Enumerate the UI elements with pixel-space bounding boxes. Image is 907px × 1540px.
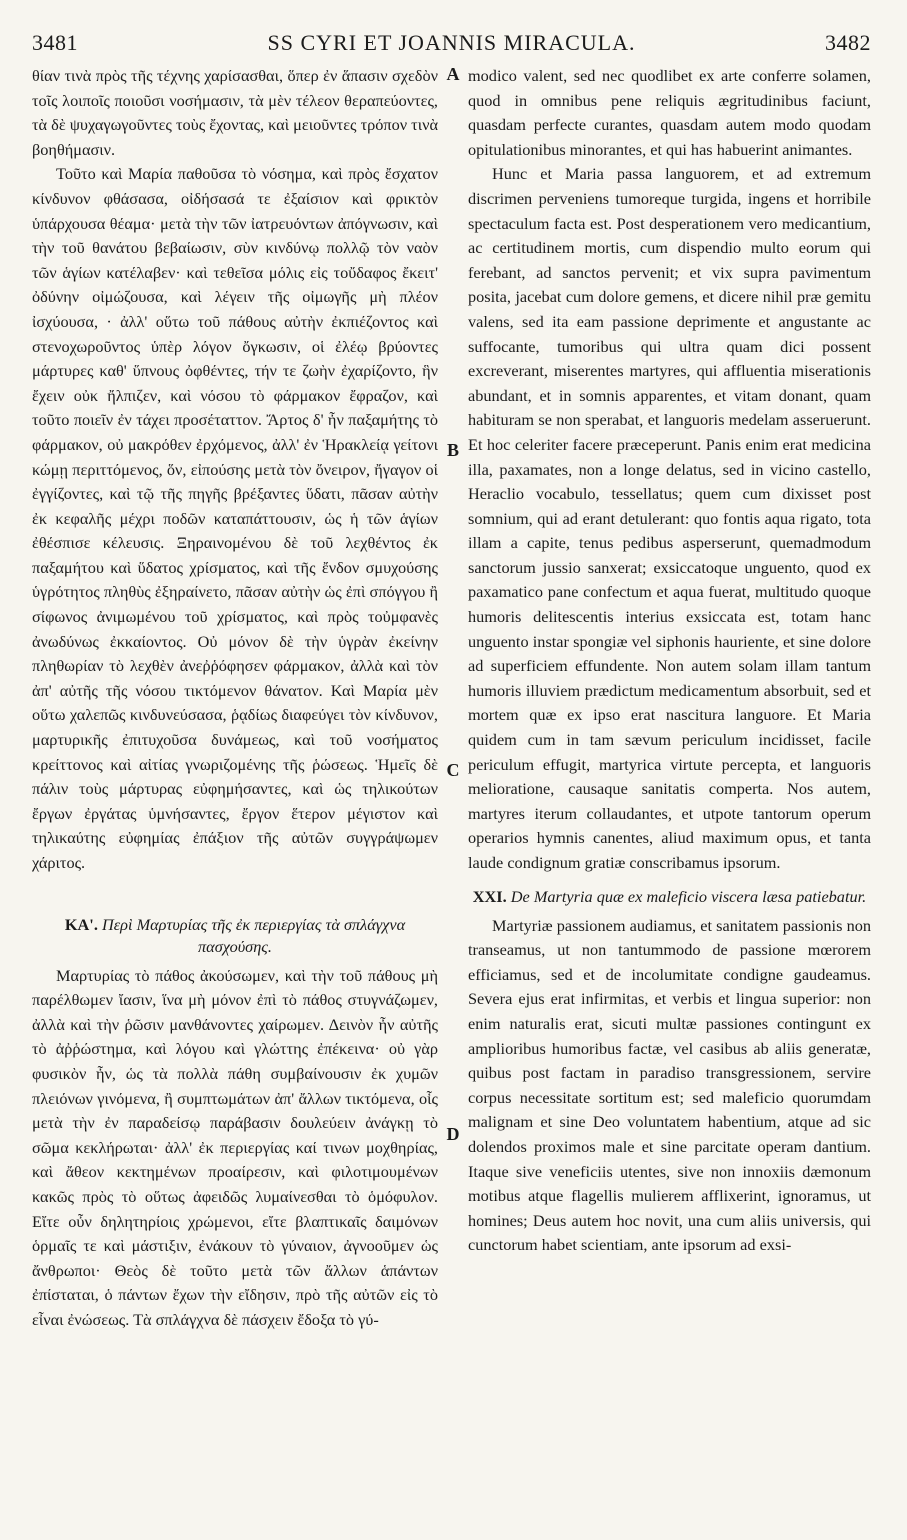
greek-paragraph-1: θίαν τινὰ πρὸς τῆς τέχνης χαρίσασθαι, ὅπερ ἐν ἅπασιν σχεδὸν τοῖς λοιποῖς ποιοῦσι νοσήμασιν, τὰ μὲν τέλεον θεραπεύοντες, τὰ δὲ ψυχαγωγοῦντες τοὺς ἔχοντας, καὶ μειοῦντες τρόπον τινὰ βοηθήμασιν.: [32, 66, 438, 159]
running-title: SS CYRI ET JOANNIS MIRACULA.: [267, 30, 636, 55]
greek-section-heading: [32, 914, 438, 958]
margin-marker-a: A: [446, 64, 460, 84]
latin-paragraph-2: Hunc et Maria passa languorem, et ad extremum discrimen perveniens tumoreque turgida, ingens et horribile spectaculum facta est. Post desperationem vero medicantium, ac certitudinem mortis, cum dispendio multo eorum qui ferebant, ad sanctos pervenit; et vix supra pavimentum posita, jacebat cum dolore gemens, et dicere nihil præ gemitu valens, sed ita eam passione deprimente et angustante ac suffocante, tumoribus qui ultra quam dici possent excreverant, miserentes martyres, qui affluentia miserationis abundant, et in somnis apparentes, et vitam donant, quam habituram se non sperabat, et languoris medelam asseruerunt. Et hoc celeriter facere præceperunt. Panis enim erat medicina illa, paxamates, non a longe delatus, sed in vicino castello, Heraclio vocabulo, tessellatus; quem cum dixisset post somnium, qui ad erant detulerant: quo fontis aqua rigato, tota illam a capite, tenus pedibus asperserunt, quemadmodum sanctorum jussio sanxerat; exsiccatoque unguento, quod ex paxamatico pane confectum et aqua fuerat, multitudo quoque humoris delitescentis interius exsiccata est, totam hanc unguento instar spongiæ vel siphonis hauriente, et sine dolore ad superficiem effundente. Non autem solam illam tantum humoris illuviem prædictum medicamentum absorbuit, sed et mortem quæ ex ipso erat nascitura languore. Et Maria quidem cum in tam sævum periculum incidisset, facile periculum effugit, martyrica virtute percepta, et languoris melioratione, causaque sanitatis comperta. Nos autem, martyres iterum collaudantes, et utpote tantorum operum operarios hymnis canentes, aliud maximum opus, et tanta laude condignum gratiæ conscribamus ipsorum.: [468, 164, 871, 872]
page-number-left: 3481: [32, 30, 78, 55]
latin-paragraph-1: modico valent, sed nec quodlibet ex arte conferre solamen, quod in omnibus pene reliquis ægritudinibus faciunt, quasdam perfecte curantes, quasdam autem modo quodam opitulationibus minorantes, et qui has habuerint animantes.: [468, 66, 871, 159]
greek-section-title: Περὶ Μαρτυρίας τῆς ἐκ περιεργίας τὰ σπλάγχνα πασχούσης.: [101, 914, 406, 956]
latin-section-number: XXI.: [472, 886, 507, 906]
margin-marker-b: B: [446, 440, 459, 460]
latin-paragraph-3: Martyriæ passionem audiamus, et sanitatem passionis non transeamus, ut non tantummodo de passione mœrorem efficiamus, sed et de incolumitate condigne gaudeamus. Severa ejus erat infirmitas, et verbis et lingua superior: non enim naturalis erat, sicuti multæ passiones contingunt ex amplioribus humoribus factæ, vel casibus ab aliis generatæ, quibus post factam in paradiso transgressionem, servire corpus necessitate sortitum est; sed maleficio quorumdam malignam et sine Deo voluntatem habentium, atque ad sic dolendos proximos male et sine parcitate operam dantium. Itaque sive veneficiis utentes, sive non innoxiis dæmonum motibus atque flagellis mulierem afflixerint, ignoramus, ut homines; Deus autem hoc novit, una cum aliis universis, qui cunctorum habet scientiam, ante ipsorum ad exsi-: [468, 915, 871, 1255]
greek-section-number: ΚΑ'.: [64, 914, 98, 934]
page-header: [32, 30, 871, 60]
margin-marker-d: D: [446, 1124, 460, 1144]
latin-section-heading: [468, 886, 871, 908]
greek-paragraph-3: Μαρτυρίας τὸ πάθος ἀκούσωμεν, καὶ τὴν τοῦ πάθους μὴ παρέλθωμεν ἴασιν, ἵνα μὴ μόνον ἐπὶ τὸ πάθος στυγνάζωμεν, ἀλλὰ καὶ τὴν ῥῶσιν μανθάνοντες χαίρωμεν. Δεινὸν ἦν αὐτῆς τὸ ἀῤῥώστημα, καὶ λόγου καὶ γλώττης ἐπέκεινα· οὐ γὰρ φυσικὸν ἦν, ὡς τὰ πολλὰ πάθη συμβαίνουσιν ἐκ χυμῶν πλειόνων γινόμενα, ἢ συμπτωμάτων ἀπ' ἄλλων τικτόμενα, οἷς μετὰ τὴν ἐν παραδείσῳ παράβασιν δουλεύειν ἀνάγκῃ τὸ σῶμα κεκλήρωται· ἀλλ' ἐκ περιεργίας καί τινων μοχθηρίας, καὶ ἄθεον κεκτημένων προαίρεσιν, καὶ φιλοτιμουμένων κακῶς πρὸς τὸ οὕτως ἀφειδῶς λυμαίνεσθαι τὸ ὁμόφυλον. Εἴτε οὖν δηλητηρίοις χρώμενοι, εἴτε βλαπτικαῖς δαιμόνων ὁρμαῖς τε καὶ μάστιξιν, ἐνάκουν τὸ γύναιον, ἀγνοοῦμεν ὡς ἄνθρωποι· Θεὸς δὲ τοῦτο μετὰ τῶν ἄλλων ἁπάντων ἐπίσταται, ὁ πάντων ἔχων τὴν εἴδησιν, πρὸ τῆς αὐτῶν εἰς τὸ εἶναι ἐνώσεως. Τὰ σπλάγχνα δὲ πάσχειν ἔδοξα τὸ γύ-: [32, 965, 438, 1329]
latin-section-title: De Martyria quæ ex maleficio viscera læsa patiebatur.: [510, 886, 867, 906]
page-number-right: 3482: [825, 30, 871, 55]
margin-marker-c: C: [446, 760, 460, 780]
greek-column: [32, 64, 438, 1520]
latin-column: [468, 64, 871, 1520]
greek-paragraph-2: Τοῦτο καὶ Μαρία παθοῦσα τὸ νόσημα, καὶ πρὸς ἔσχατον κίνδυνον φθάσασα, οἰδήσασά τε ἐξαίσιον καὶ φρικτὸν ὑπάρχουσα θέαμα· μετὰ τὴν τῶν ἰατρευόντων ἀπόγνωσιν, καὶ τὴν τοῦ θανάτου βεβαίωσιν, σὺν κινδύνῳ πολλῷ τὸν ναὸν τῶν ἁγίων κατέλαβεν· καὶ τεθεῖσα μόλις εἰς τοὔδαφος ἔκειτ' ὀδύνην οἰμώζουσα, καὶ λέγειν τῆς οἰμωγῆς μὴ πλέον ἰσχύουσα, · ἀλλ' οὕτω τοῦ πάθους αὐτὴν ἐκπιέζοντος καὶ στενοχωροῦντος ὑπὲρ λόγον ὄγκωσιν, οἱ ἐλέῳ βρύοντες μάρτυρες καθ' ὕπνους ὀφθέντες, τήν τε ζωὴν ἐχαρίζοντο, ἣν ἔχειν οὐκ ἤλπιζεν, καὶ νόσου τὸ φάρμακον ἔφραζον, καὶ τοῦτο ποιεῖν ἐν τάχει προσέταττον. Ἄρτος δ' ἦν παξαμήτης τὸ φάρμακον, οὐ μακρόθεν ἐρχόμενος, ἀλλ' ἐν Ἡρακλείᾳ γείτονι κώμῃ περιττόμενος, ὅν, εἰπούσης μετὰ τὸν ὄνειρον, ἤγαγον οἱ ἐγγίζοντες, καὶ τῷ τῆς πηγῆς βρέξαντες ὕδατι, πᾶσαν αὐτὴν ἐκ κεφαλῆς μέχρι ποδῶν καταπάττουσιν, ὡς ἡ τῶν ἁγίων ἐθέσπισε κέλευσις. Ξηραινομένου δὲ τοῦ λεχθέντος ἐκ παξαμήτου καὶ ὕδατος χρίσματος, καὶ τῆς ἔνδον σμυχούσης ὑγρότητος πληθὺς ἐξηραίνετο, πᾶσαν αὐτὴν ὡς ἐπὶ σπόγγου ἢ σίφωνος ἀνιμωμένου τοῦ χρίσματος, καὶ πρὸς τοὐμφανὲς ἀνωδύνως ἐκκαίοντος. Οὐ μόνον δὲ τὴν ὑγρὰν ἐκείνην πληθωρίαν τὸ λεχθὲν ἀνεῤῥόφησεν φάρμακον, ἀλλὰ καὶ τὸν ἀπ' αὐτῆς τῆς νόσου τικτόμενον θάνατον. Καὶ Μαρία μὲν οὕτω χαλεπῶς κινδυνεύσασα, ῥᾳδίως διαφεύγει τὸν κίνδυνον, μαρτυρικῆς ἐπιτυχοῦσα δυνάμεως, καὶ τοῦ νοσήματος κρείττονος καὶ αἰτίας γνωριζομένης τῆς ῥώσεως. Ἡμεῖς δὲ πάλιν τοὺς μάρτυρας εὐφημήσαντες, καὶ ὡς τηλικούτων ἔργων ἐργάτας ὑμνήσαντες, ἔργον ἕτερον μέγιστον καὶ τηλικαύτης εὐφημίας ἐπάξιον τῆς αὐτῶν συγγράψωμεν χάριτος.: [32, 164, 438, 872]
